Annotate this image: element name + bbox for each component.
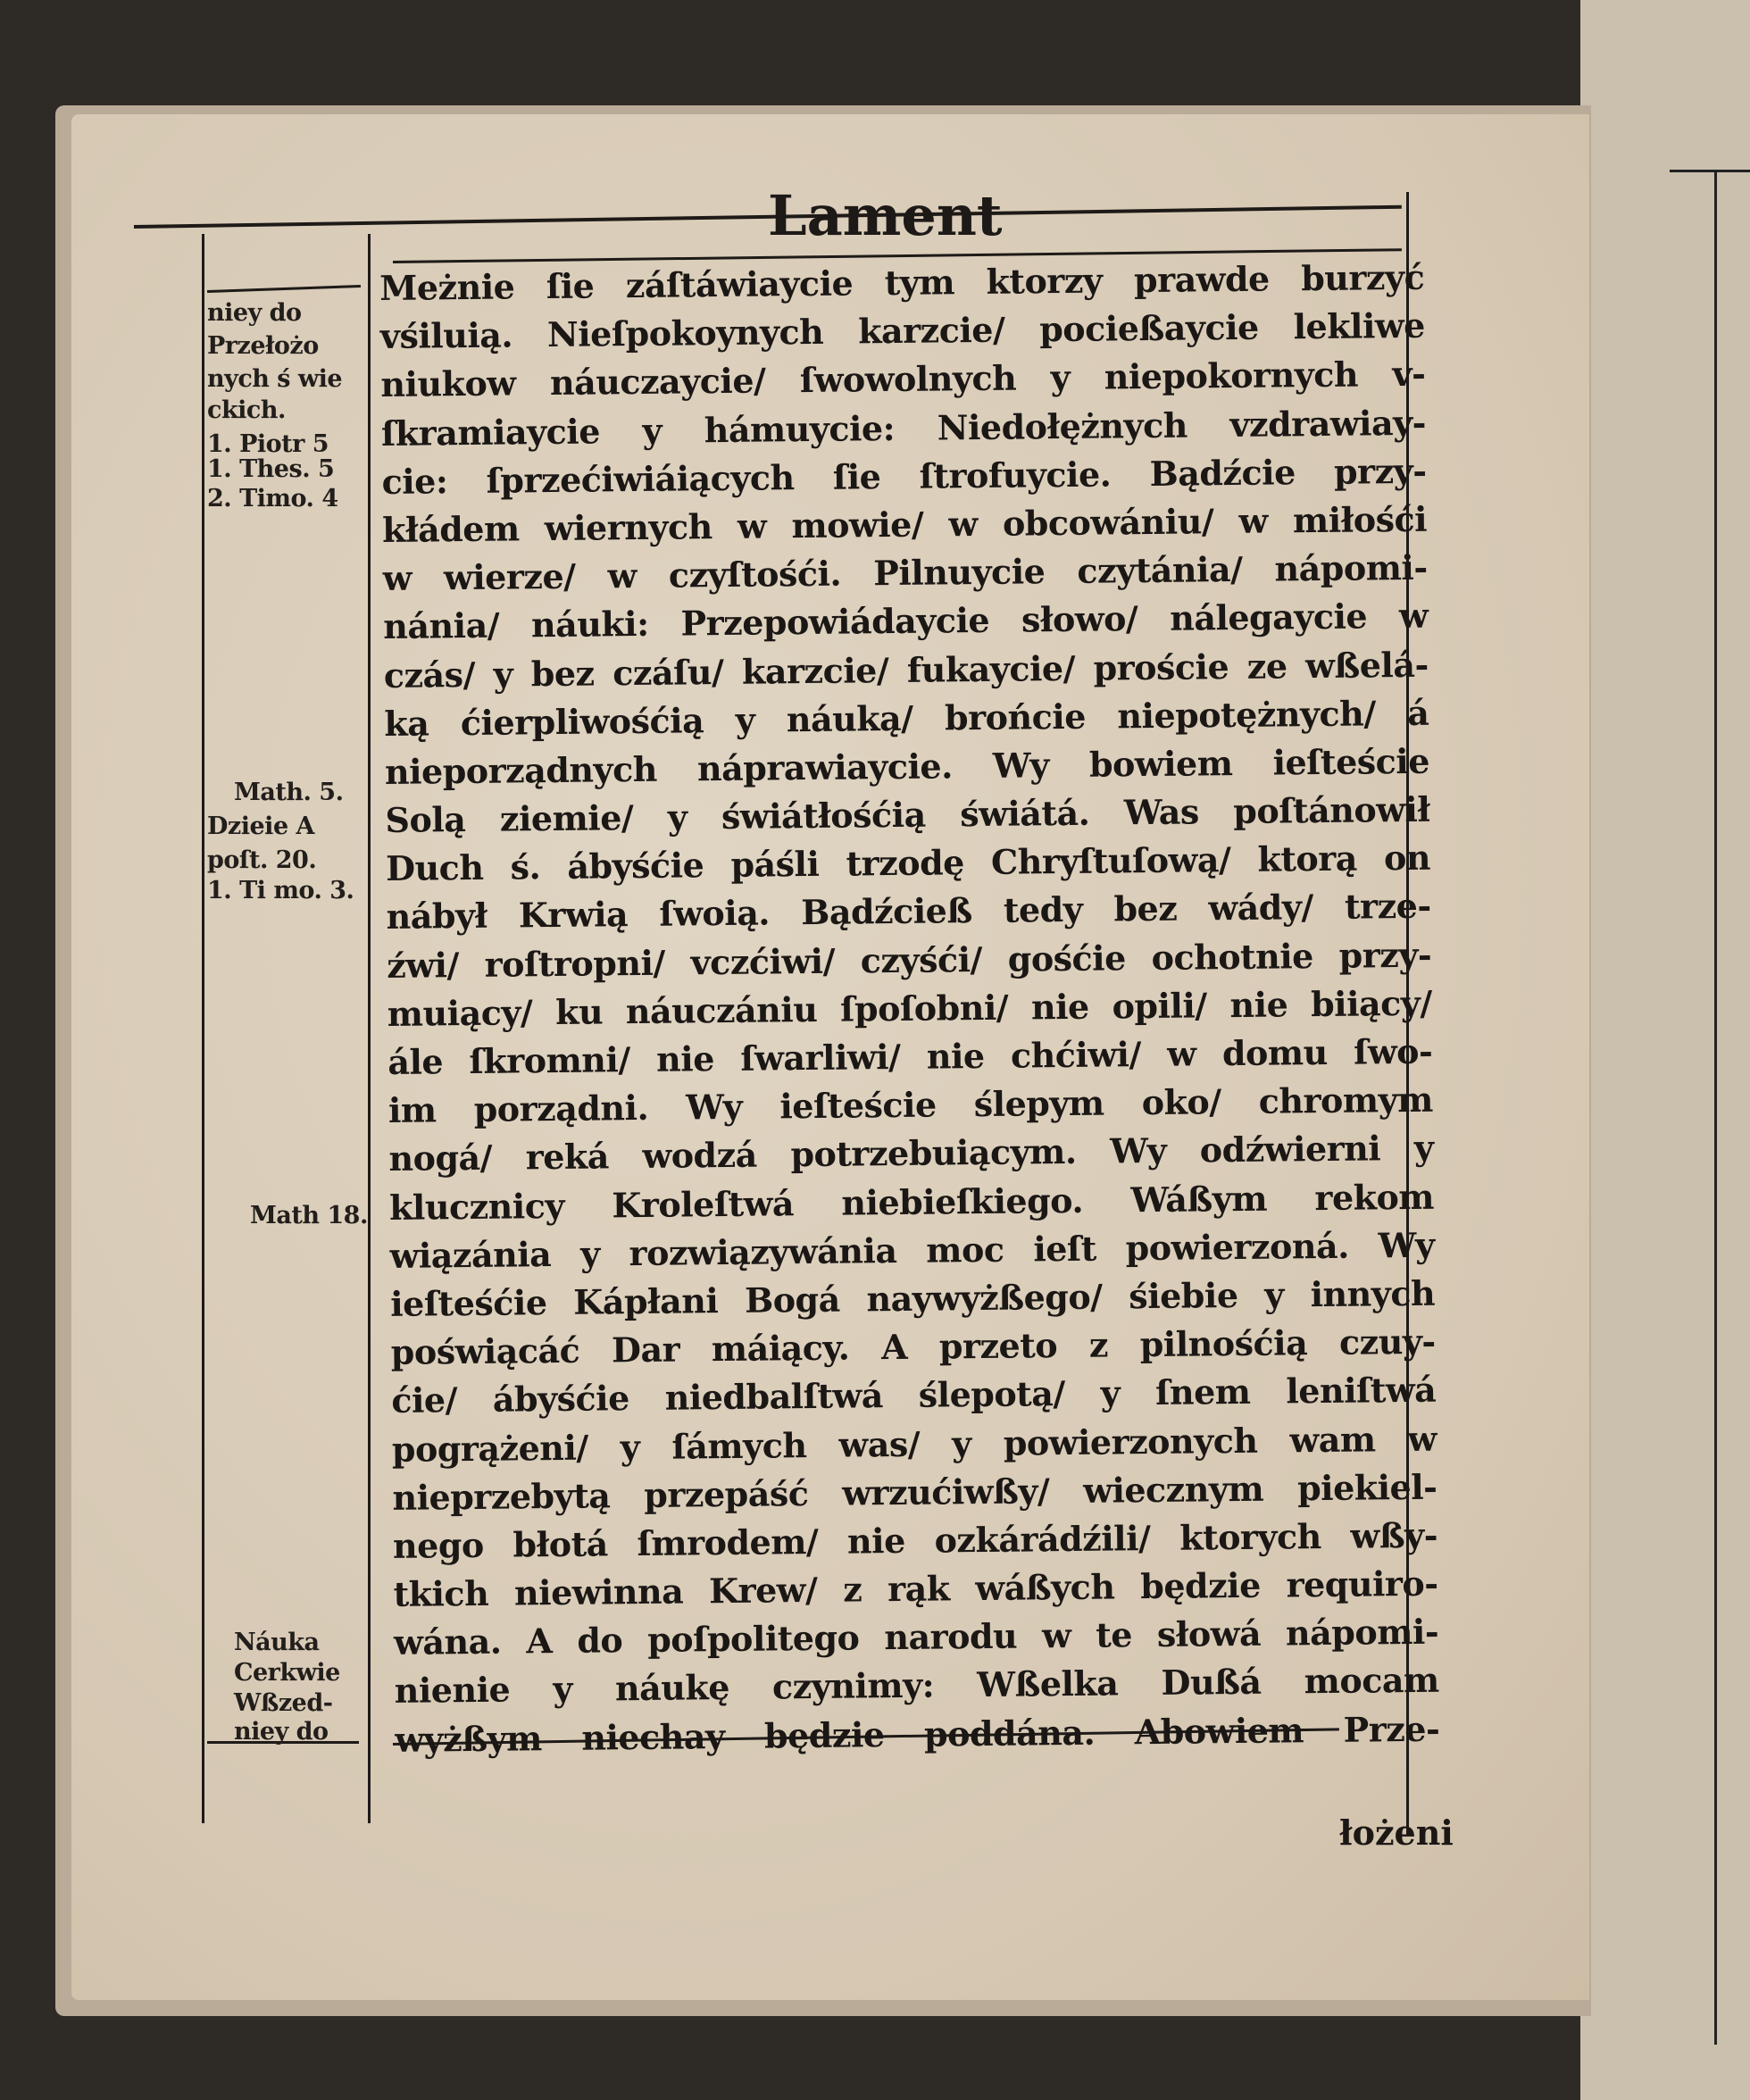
margin-note: Dzieie A: [207, 812, 314, 840]
text-line: niukow náuczaycie/ ſwowolnych y niepokornych v-: [380, 354, 1426, 405]
text-line: nieprzebytą przepáść wrzućiwßy/ wiecznym piekiel-: [392, 1466, 1438, 1518]
text-line: w wierze/ w czyſtośći. Pilnuycie czytánia/ nápomi-: [382, 546, 1428, 599]
text-line: nánia/ náuki: Przepowiádaycie słowo/ nálegaycie w: [383, 596, 1429, 647]
text-line: nieporządnych náprawiaycie. Wy bowiem ieſteście: [384, 740, 1430, 792]
text-line: im porządni. Wy ieſteście ślepym oko/ chromym: [388, 1079, 1434, 1131]
text-line: Meżnie ſie záſtáwiaycie tym ktorzy prawde burzyć: [379, 256, 1425, 308]
text-line: nego błotá ſmrodem/ nie ozkárádźili/ ktorych wßy-: [392, 1514, 1438, 1566]
text-line: pogrążeni/ y ſámych was/ y powierzonych wam w: [391, 1418, 1438, 1470]
margin-note: nych ś wie: [207, 365, 343, 393]
margin-note: 1. Thes. 5: [207, 455, 335, 483]
margin-note: poſt. 20.: [207, 846, 317, 874]
facing-page: [1580, 0, 1750, 2100]
text-line: Solą ziemie/ y świátłośćią świátá. Was poſtánowił: [385, 788, 1430, 841]
facing-page-column-line: [1714, 170, 1717, 2045]
text-line: czás/ y bez czáſu/ karzcie/ fukaycie/ proście ze wßelá-: [383, 644, 1429, 696]
text-line: ćie/ ábyśćie niedbalſtwá ślepotą/ y ſnem leniſtwá: [391, 1369, 1437, 1421]
text-line: źwi/ roſtropni/ vczćiwi/ czyśći/ gośćie ochotnie przy-: [386, 934, 1432, 986]
text-line: kłádem wiernych w mowie/ w obcowániu/ w miłośći: [381, 498, 1428, 550]
outer-border-line: [202, 234, 204, 1823]
facing-page-rule: [1670, 170, 1750, 172]
text-line: ieſteśćie Kápłani Bogá naywyżßego/ śiebie y innych: [389, 1272, 1436, 1324]
catchword: łożeni: [1339, 1812, 1454, 1853]
page-title: Lament: [768, 183, 1003, 248]
text-line: klucznicy Kroleſtwá niebieſkiego. Wáßym rekom: [388, 1176, 1435, 1228]
margin-note: niey do: [234, 1718, 329, 1746]
text-line: vśiluią. Nieſpokoynych karzcie/ pocießaycie lekliwe: [379, 304, 1426, 357]
margin-note: 1. Piotr 5: [207, 430, 329, 458]
text-line: nogá/ reká wodzá potrzebuiącym. Wy odźwierni y: [388, 1128, 1434, 1179]
margin-note: ckich.: [207, 396, 286, 424]
margin-note: Math 18.: [250, 1202, 368, 1229]
margin-note: Náuka: [234, 1629, 320, 1656]
margin-note: Cerkwie: [234, 1659, 340, 1687]
text-line: ką ćierpliwośćią y náuką/ brońcie niepotężnych/ á: [384, 692, 1429, 744]
text-line: tkich niewinna Krew/ z rąk wáßych będzie requiro-: [393, 1562, 1438, 1614]
text-line: cie: ſprzećiwiáiących ſie ſtrofuycie. Bądźcie przy-: [381, 450, 1427, 502]
margin-note: 1. Ti mo. 3.: [207, 877, 354, 904]
text-line: muiący/ ku náuczániu ſpoſobni/ nie opili/ nie biiący/: [387, 982, 1432, 1034]
margin-note: 2. Timo. 4: [207, 485, 338, 512]
text-line: ále ſkromni/ nie ſwarliwi/ nie chćiwi/ w domu ſwo-: [388, 1030, 1433, 1082]
margin-note: Math. 5.: [234, 779, 344, 806]
text-line: poświącáć Dar máiący. A przeto z pilnośćią czuy-: [390, 1321, 1436, 1373]
margin-note: niey do: [207, 299, 302, 327]
text-line: nienie y náukę czynimy: Wßelka Dußá mocam: [394, 1660, 1439, 1712]
margin-column-line: [368, 234, 371, 1823]
margin-note: Przełożo: [207, 332, 319, 360]
text-line: wyżßym niechay będzie poddána. Abowiem Prze-: [395, 1708, 1440, 1760]
margin-note: Wßzed-: [234, 1689, 333, 1717]
text-line: ſkramiaycie y hámuycie: Niedołężnych vzdrawiay-: [380, 402, 1427, 454]
text-line: Duch ś. ábyśćie páśli trzodę Chryſtuſową/ ktorą on: [385, 837, 1431, 889]
text-line: nábył Krwią ſwoią. Bądźcieß tedy bez wády/ trze-: [386, 886, 1431, 938]
text-line: wiązánia y rozwiązywánia moc ieſt powierzoná. Wy: [389, 1224, 1435, 1276]
body-text: [379, 254, 1440, 1764]
text-line: wána. A do poſpolitego narodu w te słowá nápomi-: [393, 1611, 1439, 1663]
